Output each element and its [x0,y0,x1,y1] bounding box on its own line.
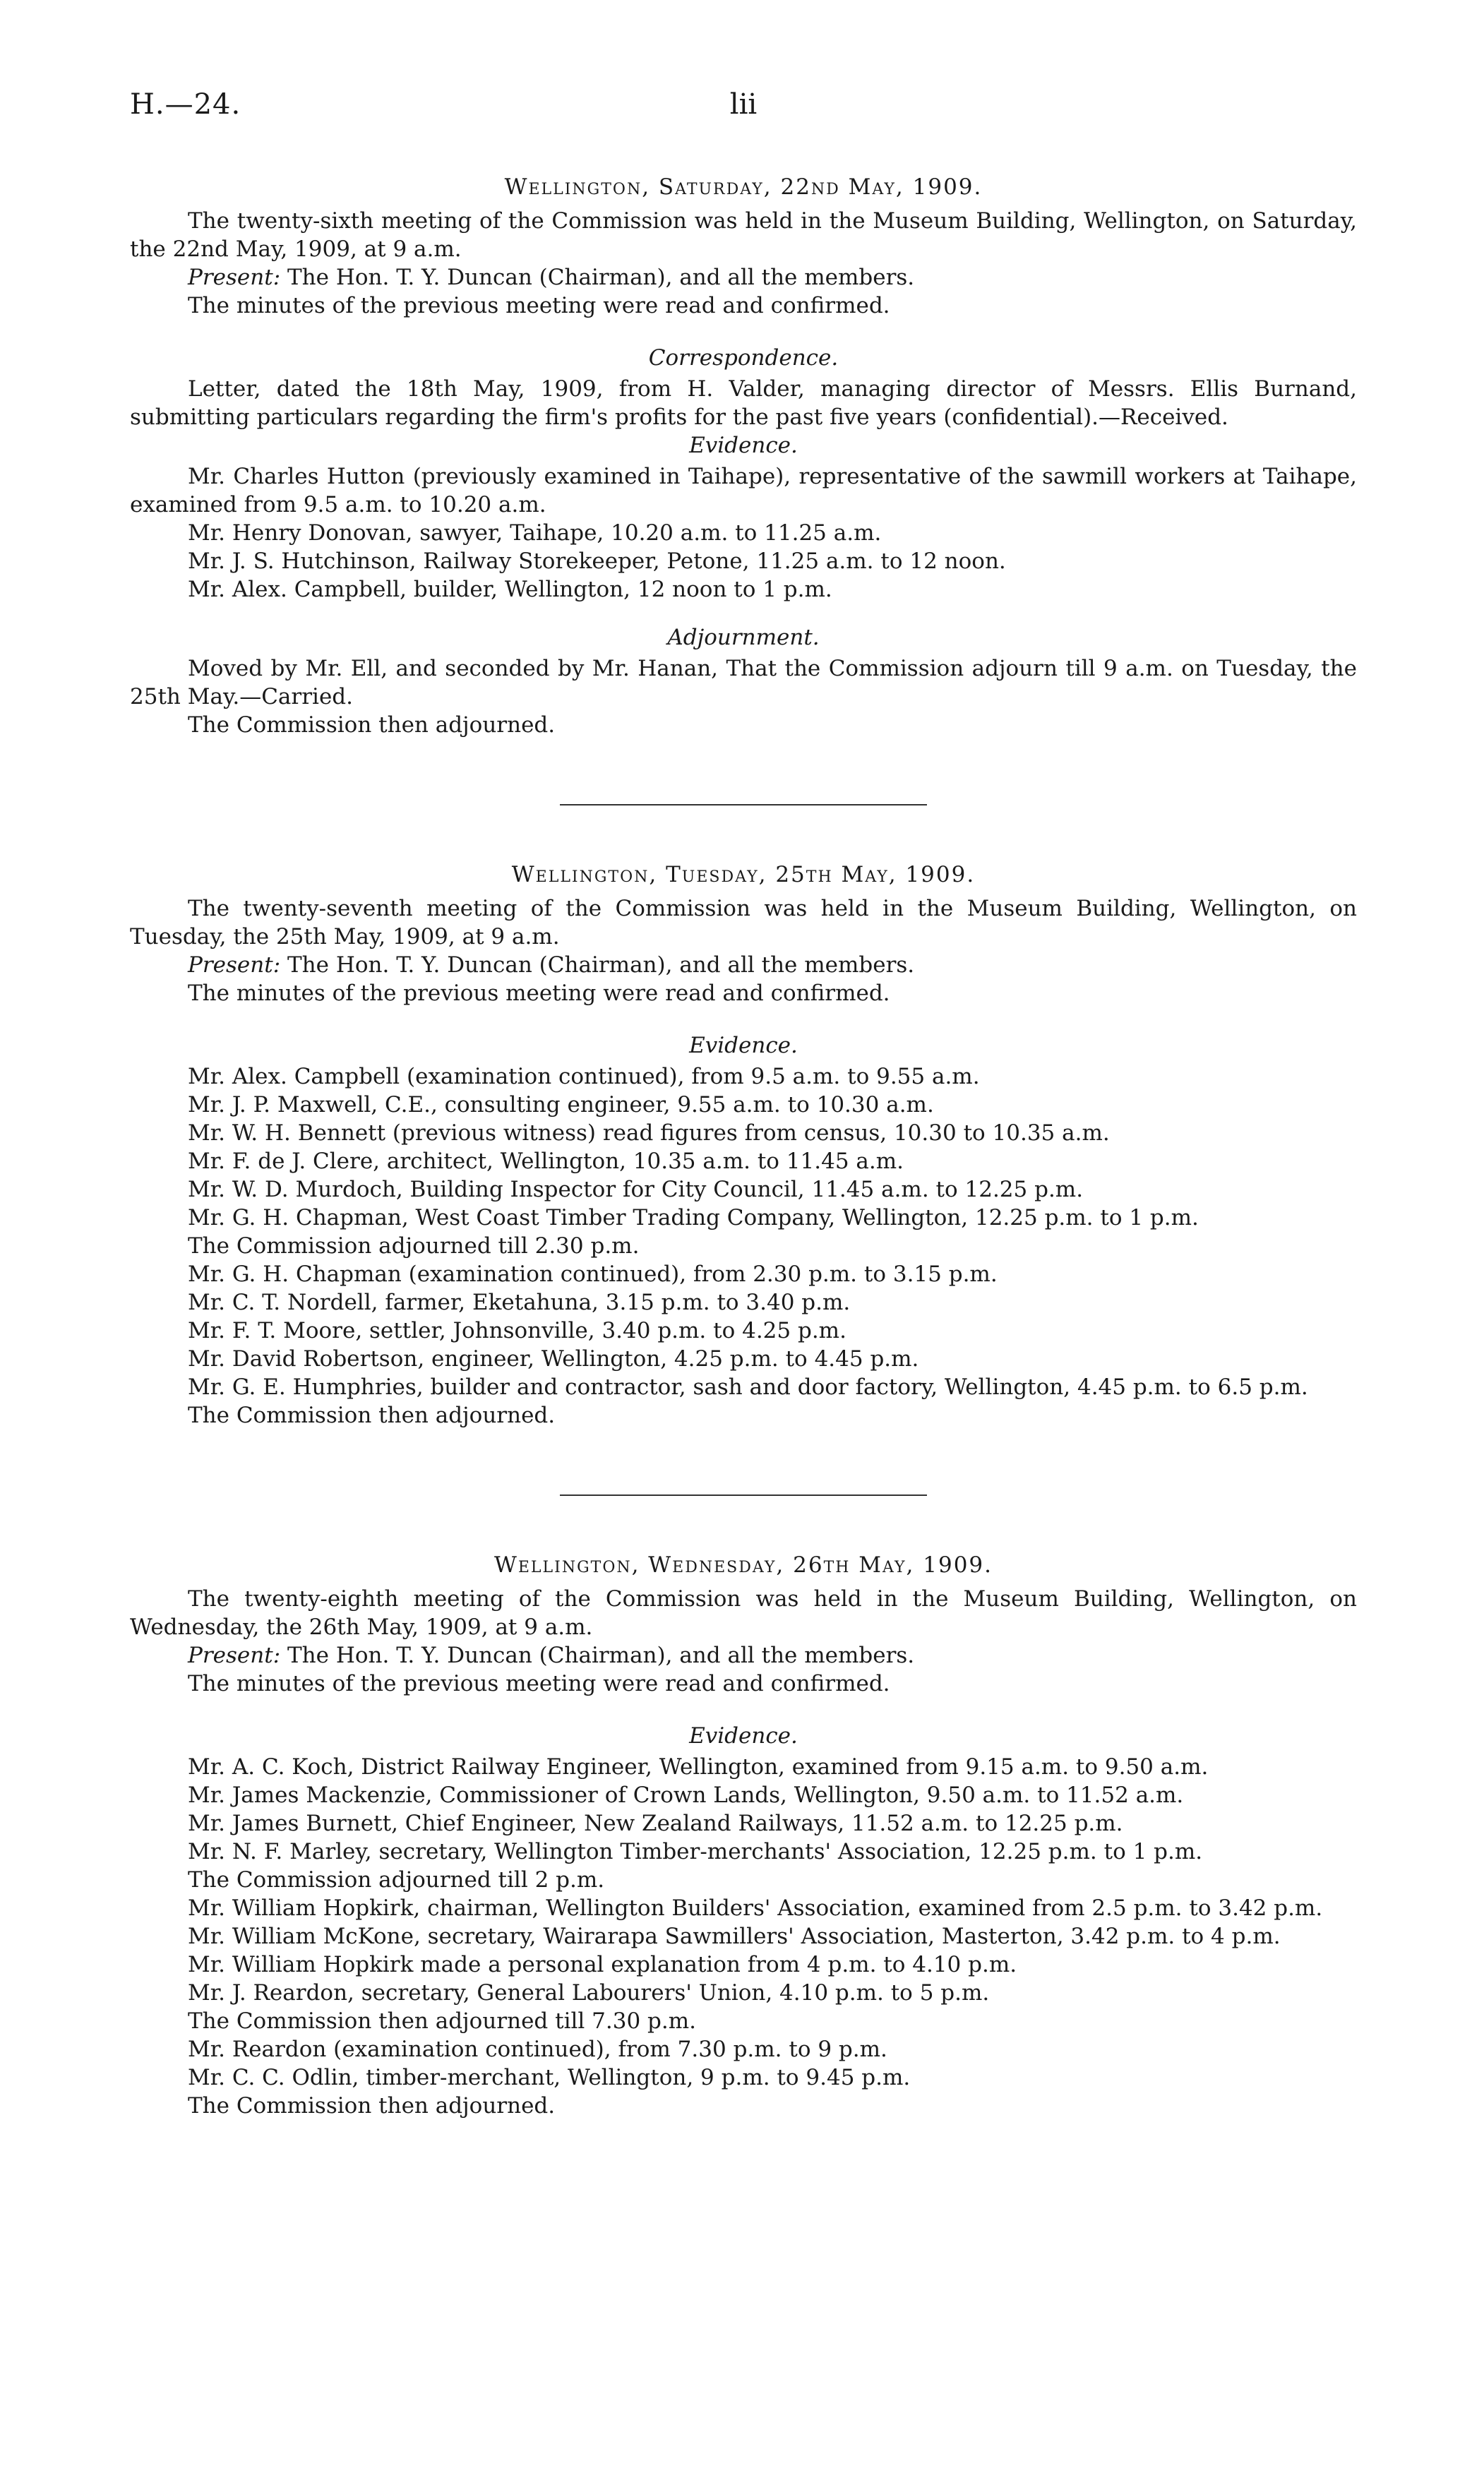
evidence-entry: Mr. Charles Hutton (previously examined in Taihape), representative of the sawmill workers at Taihape, examined from 9.5 a.m. to 10.20 a.m. [130,464,1357,517]
evidence-entry: Mr. W. H. Bennett (previous witness) read figures from census, 10.30 to 10.35 a.m. [188,1120,1110,1146]
present-line [130,1641,1357,1670]
adjournment-line: The Commission then adjourned. [188,712,556,738]
evidence-entry: Mr. David Robertson, engineer, Wellington, 4.25 p.m. to 4.45 p.m. [188,1346,919,1372]
section-divider [560,804,927,805]
evidence-entry: Mr. James Burnett, Chief Engineer, New Zealand Railways, 11.52 a.m. to 12.25 p.m. [188,1811,1123,1836]
evidence-entry: Mr. C. T. Nordell, farmer, Eketahuna, 3.15 p.m. to 3.40 p.m. [188,1290,851,1315]
meeting-heading: Wellington, Wednesday, 26th May, 1909. [493,1552,993,1578]
document-reference: H.—24. [130,88,241,121]
adjournment-motion: Moved by Mr. Ell, and seconded by Mr. Hanan, That the Commission adjourn till 9 a.m. on Tuesday, the 25th May.—Carried. [130,656,1357,709]
evidence-entry: Mr. Reardon (examination continued), from 7.30 p.m. to 9 p.m. [188,2037,887,2062]
present-line [130,951,1357,979]
evidence-entry: Mr. J. Reardon, secretary, General Labourers' Union, 4.10 p.m. to 5 p.m. [188,1980,990,2006]
adjournment-line: The Commission adjourned till 2 p.m. [188,1867,605,1893]
meeting-heading: Wellington, Saturday, 22nd May, 1909. [504,174,983,200]
meeting-section [130,173,1357,739]
evidence-entry: Mr. Alex. Campbell (examination continued), from 9.5 a.m. to 9.55 a.m. [188,1064,980,1089]
correspondence-heading: Correspondence. [648,345,839,371]
evidence-entry: Mr. James Mackenzie, Commissioner of Crown Lands, Wellington, 9.50 a.m. to 11.52 a.m. [188,1783,1184,1808]
present-text: The Hon. T. Y. Duncan (Chairman), and all the members. [280,952,915,978]
evidence-entry: Mr. J. S. Hutchinson, Railway Storekeeper, Petone, 11.25 a.m. to 12 noon. [188,549,1006,574]
evidence-entry: Mr. G. H. Chapman, West Coast Timber Trading Company, Wellington, 12.25 p.m. to 1 p.m. [188,1205,1199,1230]
evidence-entry: Mr. William Hopkirk, chairman, Wellington Builders' Association, examined from 2.5 p.m. to 3.42 p.m. [188,1895,1323,1921]
section-divider [560,1494,927,1496]
adjournment-line: The Commission then adjourned till 7.30 p.m. [188,2008,697,2034]
evidence-entry: Mr. Alex. Campbell, builder, Wellington, 12 noon to 1 p.m. [188,577,832,602]
evidence-entry: Mr. F. de J. Clere, architect, Wellington, 10.35 a.m. to 11.45 a.m. [188,1149,904,1174]
evidence-entry: Mr. N. F. Marley, secretary, Wellington Timber-merchants' Association, 12.25 p.m. to 1 p.m. [188,1839,1203,1864]
meeting-section [130,861,1357,1430]
adjournment-heading: Adjournment. [667,625,820,650]
page-content [130,173,1357,2120]
evidence-entry: Mr. J. P. Maxwell, C.E., consulting engineer, 9.55 a.m. to 10.30 a.m. [188,1092,934,1118]
present-label: Present: [188,952,281,978]
evidence-entry: Mr. C. C. Odlin, timber-merchant, Wellington, 9 p.m. to 9.45 p.m. [188,2065,911,2090]
evidence-entry: Mr. William Hopkirk made a personal explanation from 4 p.m. to 4.10 p.m. [188,1952,1017,1977]
present-line [130,263,1357,292]
evidence-heading: Evidence. [689,1033,798,1058]
evidence-entry: Mr. G. H. Chapman (examination continued), from 2.30 p.m. to 3.15 p.m. [188,1262,998,1287]
meeting-section [130,1551,1357,2120]
evidence-entry: Mr. W. D. Murdoch, Building Inspector for City Council, 11.45 a.m. to 12.25 p.m. [188,1177,1084,1202]
present-label: Present: [188,265,281,290]
meeting-heading: Wellington, Tuesday, 25th May, 1909. [511,862,976,887]
page-number: lii [729,88,758,121]
minutes-line: The minutes of the previous meeting were read and confirmed. [188,981,890,1006]
meeting-intro: The twenty-seventh meeting of the Commission was held in the Museum Building, Wellington, on Tuesday, the 25th May, 1909, at 9 a.m. [130,896,1357,950]
page-header [130,88,1357,138]
present-text: The Hon. T. Y. Duncan (Chairman), and all the members. [280,1643,915,1668]
present-text: The Hon. T. Y. Duncan (Chairman), and all the members. [280,265,915,290]
adjournment-line: The Commission then adjourned. [188,2093,556,2119]
meeting-intro: The twenty-eighth meeting of the Commission was held in the Museum Building, Wellington, on Wednesday, the 26th May, 1909, at 9 a.m. [130,1586,1357,1640]
evidence-entry: Mr. A. C. Koch, District Railway Engineer, Wellington, examined from 9.15 a.m. to 9.50 a.m. [188,1754,1209,1780]
minutes-line: The minutes of the previous meeting were read and confirmed. [188,1671,890,1696]
minutes-line: The minutes of the previous meeting were read and confirmed. [188,293,890,318]
evidence-entry: Mr. F. T. Moore, settler, Johnsonville, 3.40 p.m. to 4.25 p.m. [188,1318,846,1343]
evidence-entry: Mr. William McKone, secretary, Wairarapa Sawmillers' Association, Masterton, 3.42 p.m. to 4 p.m. [188,1924,1281,1949]
evidence-heading: Evidence. [689,433,798,458]
evidence-heading: Evidence. [689,1723,798,1749]
evidence-entry: Mr. G. E. Humphries, builder and contractor, sash and door factory, Wellington, 4.45 p.m. to 6.5 p.m. [188,1374,1308,1400]
adjournment-line: The Commission adjourned till 2.30 p.m. [188,1233,640,1259]
meeting-intro: The twenty-sixth meeting of the Commission was held in the Museum Building, Wellington, on Saturday, the 22nd May, 1909, at 9 a.m. [130,208,1357,262]
present-label: Present: [188,1643,281,1668]
evidence-entry: Mr. Henry Donovan, sawyer, Taihape, 10.20 a.m. to 11.25 a.m. [188,520,882,546]
correspondence-text: Letter, dated the 18th May, 1909, from H. Valder, managing director of Messrs. Ellis Burnand, submitting particulars regarding the firm's profits for the past five years (confidential).—Received. [130,376,1357,430]
adjournment-line: The Commission then adjourned. [188,1403,556,1428]
